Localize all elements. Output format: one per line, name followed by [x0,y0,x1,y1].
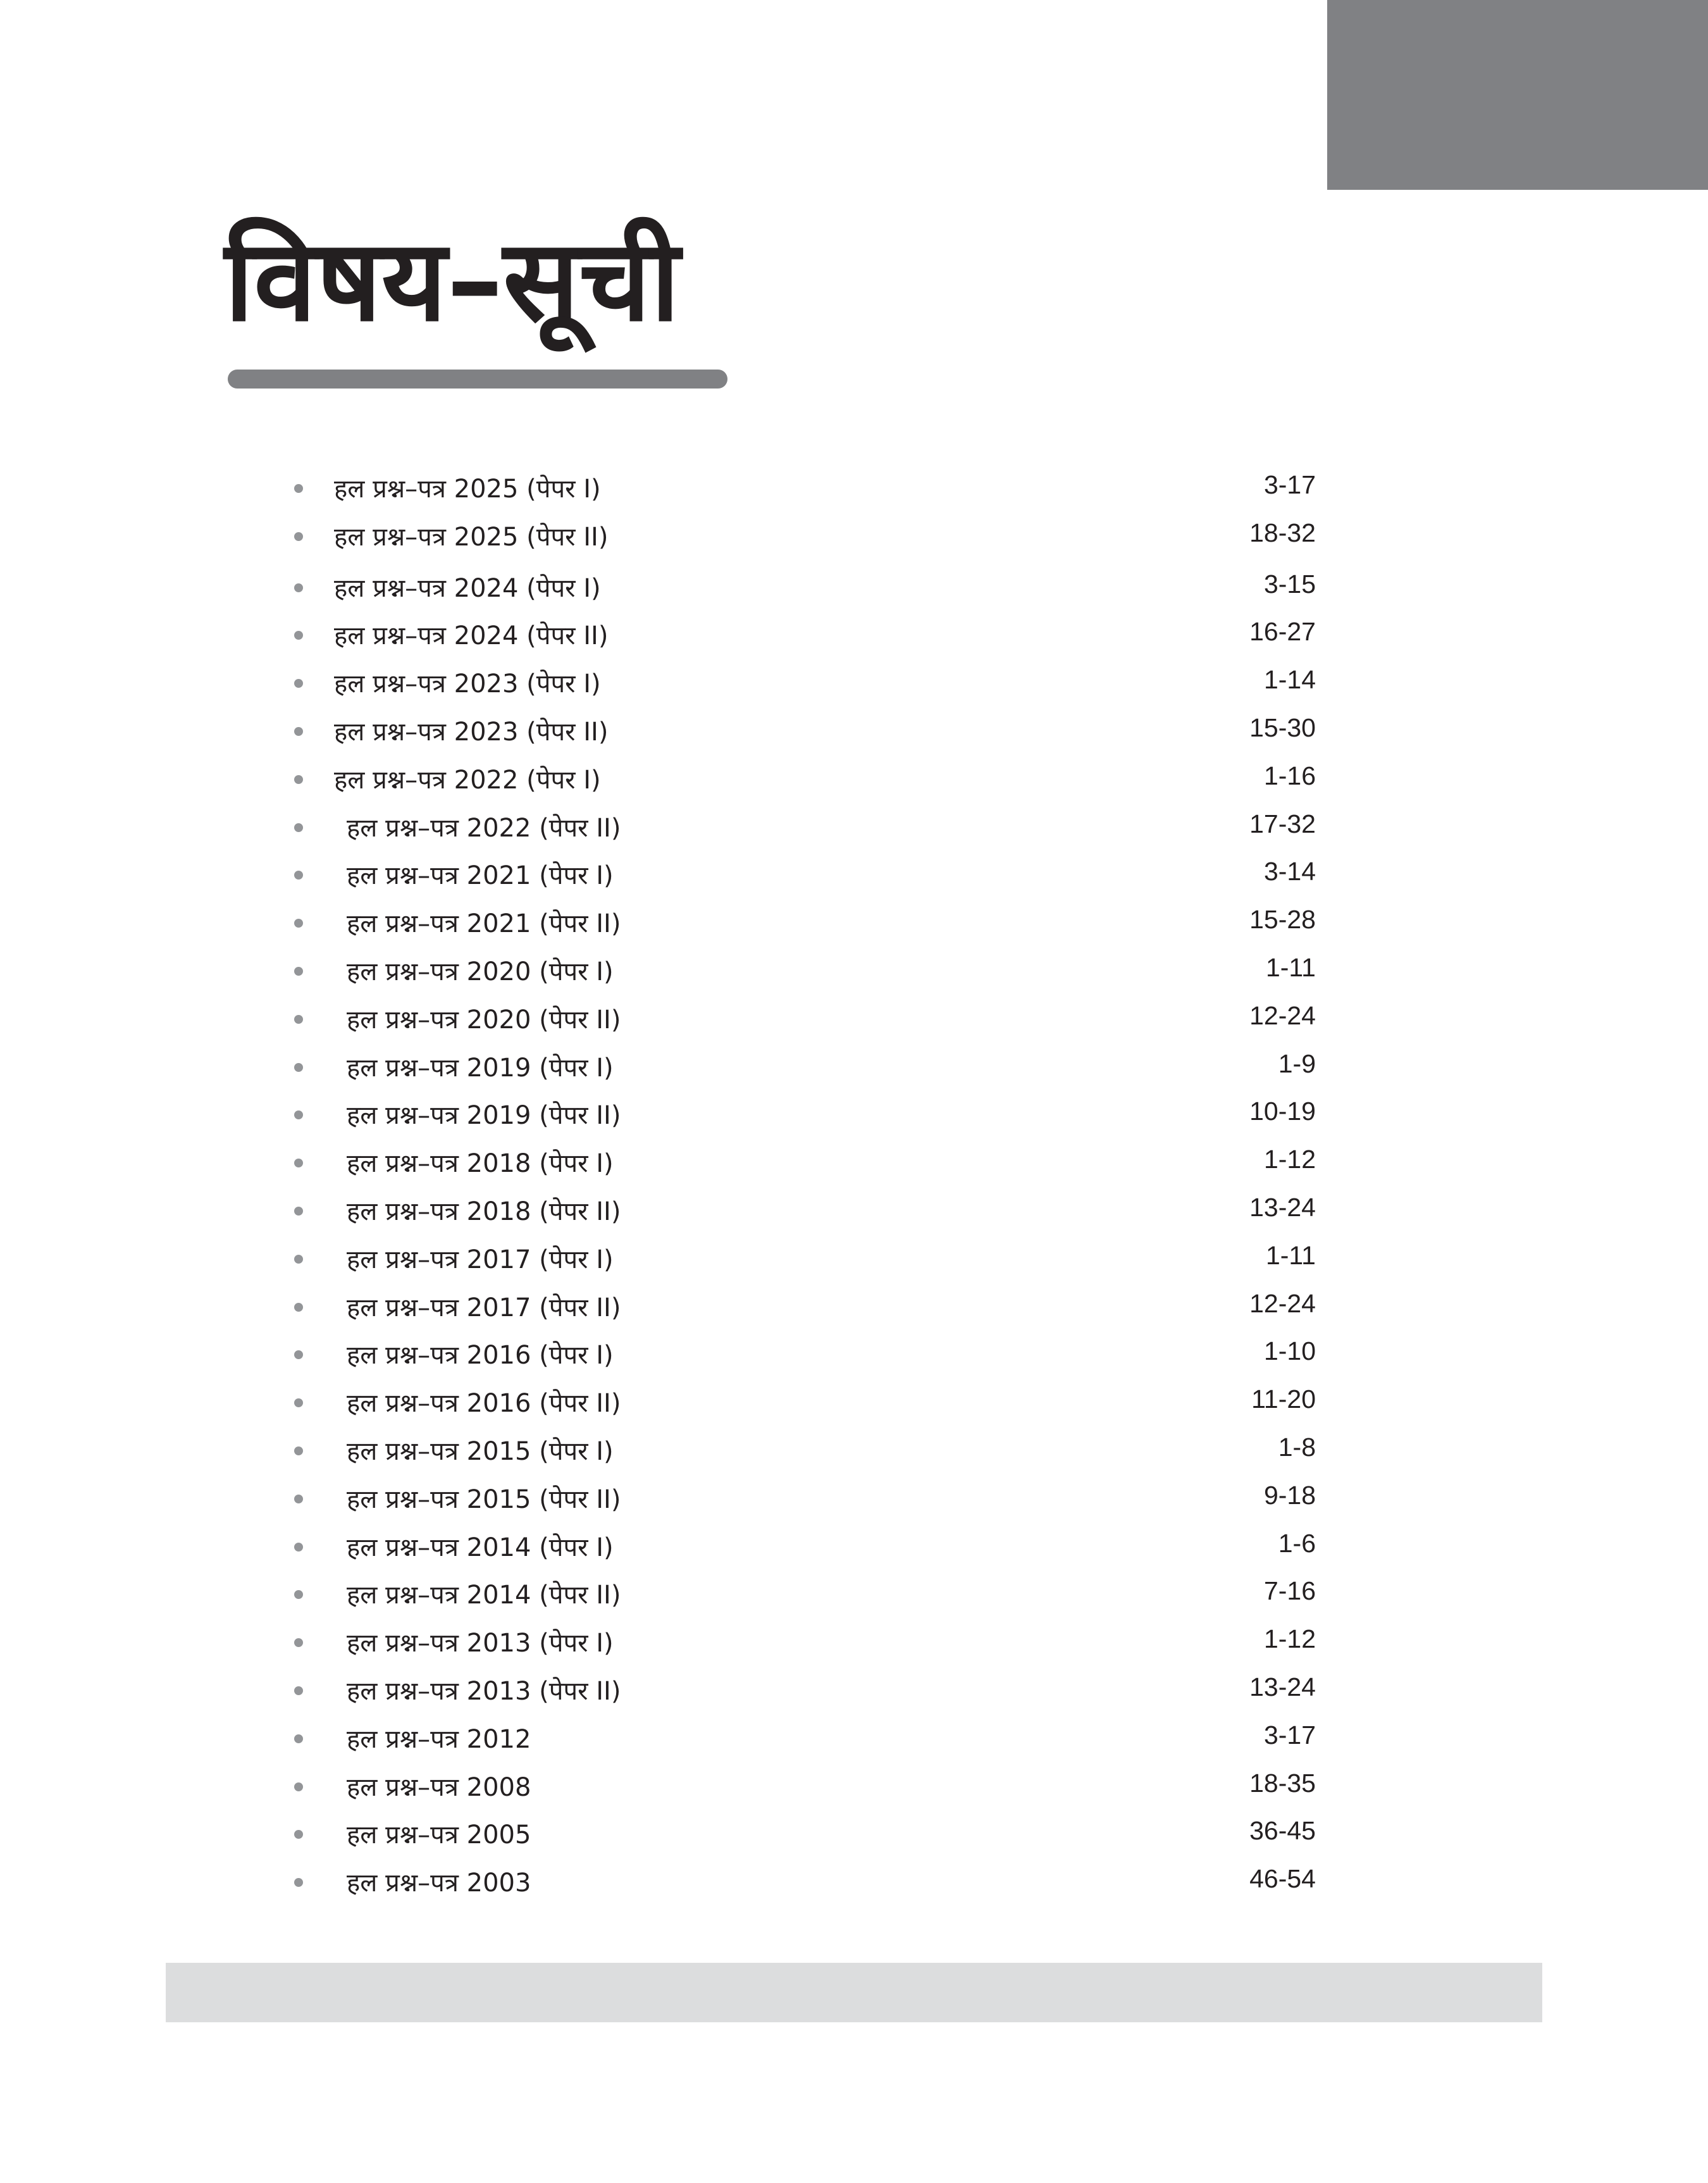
page-title: विषय–सूची [225,215,680,346]
toc-entry-pages: 18-32 [1249,518,1316,547]
bullet-icon [294,1015,303,1024]
toc-entry-pages: 12-24 [1249,1000,1316,1030]
toc-entry-pages: 1-8 [1278,1432,1316,1462]
toc-entry[interactable] [0,708,1708,756]
toc-entry-title: हल प्रश्न–पत्र 2023 (पेपर II) [334,717,609,747]
toc-entry[interactable] [0,1524,1708,1572]
toc-entry-pages: 10-19 [1249,1097,1316,1126]
bullet-icon [294,1878,303,1887]
toc-entry[interactable] [0,1331,1708,1379]
toc-entry[interactable] [0,1284,1708,1332]
toc-entry[interactable] [0,900,1708,948]
toc-entry-pages: 1-10 [1263,1336,1316,1366]
toc-entry-title: हल प्रश्न–पत्र 2022 (पेपर I) [334,765,601,795]
toc-entry-title: हल प्रश्न–पत्र 2021 (पेपर I) [347,861,614,891]
toc-entry[interactable] [0,660,1708,708]
toc-entry-pages: 18-35 [1249,1768,1316,1798]
toc-entry[interactable] [0,1092,1708,1140]
toc-entry[interactable] [0,564,1708,613]
bullet-icon [294,919,303,928]
toc-entry[interactable] [0,996,1708,1044]
toc-entry[interactable] [0,948,1708,996]
bullet-icon [294,871,303,880]
toc-entry[interactable] [0,1427,1708,1476]
bullet-icon [294,532,303,541]
toc-entry-title: हल प्रश्न–पत्र 2023 (पेपर I) [334,669,601,699]
toc-entry-title: हल प्रश्न–पत्र 2017 (पेपर I) [347,1245,614,1274]
toc-entry[interactable] [0,612,1708,660]
footer-band [166,1963,1542,2022]
toc-entry[interactable] [0,1476,1708,1524]
toc-entry-title: हल प्रश्न–पत्र 2014 (पेपर I) [347,1533,614,1562]
toc-entry-pages: 17-32 [1249,809,1316,838]
toc-entry-pages: 9-18 [1263,1480,1316,1510]
toc-entry[interactable] [0,1619,1708,1667]
toc-entry-title: हल प्रश्न–पत्र 2018 (पेपर II) [347,1197,621,1226]
toc-entry-title: हल प्रश्न–पत्र 2003 [347,1869,531,1898]
toc-entry[interactable] [0,1715,1708,1763]
toc-entry-title: हल प्रश्न–पत्र 2022 (पेपर II) [347,813,621,843]
toc-entry-title: हल प्रश्न–पत्र 2013 (पेपर I) [347,1629,614,1658]
bullet-icon [294,1686,303,1695]
toc-entry-pages: 1-14 [1263,665,1316,695]
bullet-icon [294,1543,303,1552]
toc-entry-pages: 13-24 [1249,1672,1316,1701]
toc-entry-pages: 12-24 [1249,1288,1316,1318]
toc-entry-title: हल प्रश्न–पत्र 2015 (पेपर I) [347,1436,614,1466]
bullet-icon [294,1110,303,1119]
toc-entry-pages: 15-28 [1249,905,1316,935]
toc-entry-title: हल प्रश्न–पत्र 2016 (पेपर II) [347,1389,621,1419]
bullet-icon [294,631,303,640]
bullet-icon [294,1207,303,1216]
toc-entry[interactable] [0,1140,1708,1188]
toc-entry-pages: 1-9 [1278,1048,1316,1078]
toc-entry-title: हल प्रश्न–पत्र 2012 [347,1724,531,1754]
toc-entry-title: हल प्रश्न–पत्र 2019 (पेपर I) [347,1053,614,1083]
toc-entry-pages: 3-17 [1263,1720,1316,1750]
toc-entry-pages: 7-16 [1263,1576,1316,1606]
bullet-icon [294,583,303,592]
bullet-icon [294,1590,303,1599]
bullet-icon [294,775,303,784]
title-underline [228,370,727,389]
bullet-icon [294,1398,303,1407]
toc-entry-title: हल प्रश्न–पत्र 2021 (पेपर II) [347,909,621,939]
toc-entry[interactable] [0,1571,1708,1619]
toc-entry[interactable] [0,1667,1708,1715]
toc-entry-title: हल प्रश्न–पत्र 2016 (पेपर I) [347,1341,614,1371]
bullet-icon [294,1638,303,1647]
toc-entry[interactable] [0,1188,1708,1236]
toc-entry-pages: 1-6 [1278,1528,1316,1558]
bullet-icon [294,727,303,736]
toc-entry[interactable] [0,756,1708,804]
bullet-icon [294,1303,303,1312]
toc-entry-pages: 1-12 [1263,1624,1316,1654]
bullet-icon [294,1159,303,1167]
table-of-contents [0,465,1708,1907]
toc-entry[interactable] [0,1811,1708,1859]
bullet-icon [294,1782,303,1791]
toc-entry-pages: 3-15 [1263,569,1316,599]
toc-entry[interactable] [0,1763,1708,1812]
bullet-icon [294,823,303,832]
bullet-icon [294,967,303,976]
toc-entry-pages: 1-11 [1265,1240,1316,1270]
toc-entry-pages: 1-16 [1263,761,1316,790]
toc-entry[interactable] [0,1379,1708,1427]
toc-entry-title: हल प्रश्न–पत्र 2020 (पेपर II) [347,1005,621,1035]
toc-entry-title: हल प्रश्न–पत्र 2019 (पेपर II) [347,1101,621,1131]
toc-entry-title: हल प्रश्न–पत्र 2015 (पेपर II) [347,1484,621,1514]
toc-entry[interactable] [0,465,1708,513]
bullet-icon [294,1446,303,1455]
bullet-icon [294,1830,303,1839]
toc-entry-pages: 3-14 [1263,857,1316,886]
toc-entry-title: हल प्रश्न–पत्र 2008 [347,1772,531,1802]
toc-entry-pages: 3-17 [1263,470,1316,499]
toc-entry-title: हल प्रश्न–पत्र 2005 [347,1820,531,1850]
toc-entry-pages: 46-54 [1249,1864,1316,1894]
toc-entry[interactable] [0,1859,1708,1907]
bullet-icon [294,1350,303,1359]
toc-entry[interactable] [0,1044,1708,1092]
bullet-icon [294,1063,303,1072]
toc-entry[interactable] [0,513,1708,561]
toc-entry-title: हल प्रश्न–पत्र 2014 (पेपर II) [347,1581,621,1610]
toc-entry-pages: 13-24 [1249,1192,1316,1222]
toc-entry-title: हल प्रश्न–पत्र 2020 (पेपर I) [347,957,614,986]
toc-entry-pages: 1-12 [1263,1145,1316,1174]
toc-entry-title: हल प्रश्न–पत्र 2025 (पेपर I) [334,475,601,504]
toc-entry-pages: 11-20 [1251,1384,1316,1414]
toc-entry-title: हल प्रश्न–पत्र 2025 (पेपर II) [334,522,609,552]
bullet-icon [294,484,303,493]
toc-entry-title: हल प्रश्न–पत्र 2024 (पेपर II) [334,621,609,651]
toc-entry[interactable] [0,804,1708,852]
bullet-icon [294,1495,303,1503]
toc-entry-pages: 16-27 [1249,617,1316,647]
corner-tab-block [1327,0,1708,190]
toc-entry-title: हल प्रश्न–पत्र 2013 (पेपर II) [347,1676,621,1706]
toc-entry-pages: 1-11 [1265,952,1316,982]
toc-entry[interactable] [0,1236,1708,1284]
toc-entry-title: हल प्रश्न–पत्र 2018 (पेपर I) [347,1149,614,1179]
toc-entry[interactable] [0,852,1708,900]
bullet-icon [294,1255,303,1264]
bullet-icon [294,679,303,688]
toc-entry-pages: 15-30 [1249,712,1316,742]
toc-entry-pages: 36-45 [1249,1816,1316,1846]
bullet-icon [294,1734,303,1743]
toc-entry-title: हल प्रश्न–पत्र 2024 (पेपर I) [334,573,601,603]
toc-entry-title: हल प्रश्न–पत्र 2017 (पेपर II) [347,1293,621,1322]
